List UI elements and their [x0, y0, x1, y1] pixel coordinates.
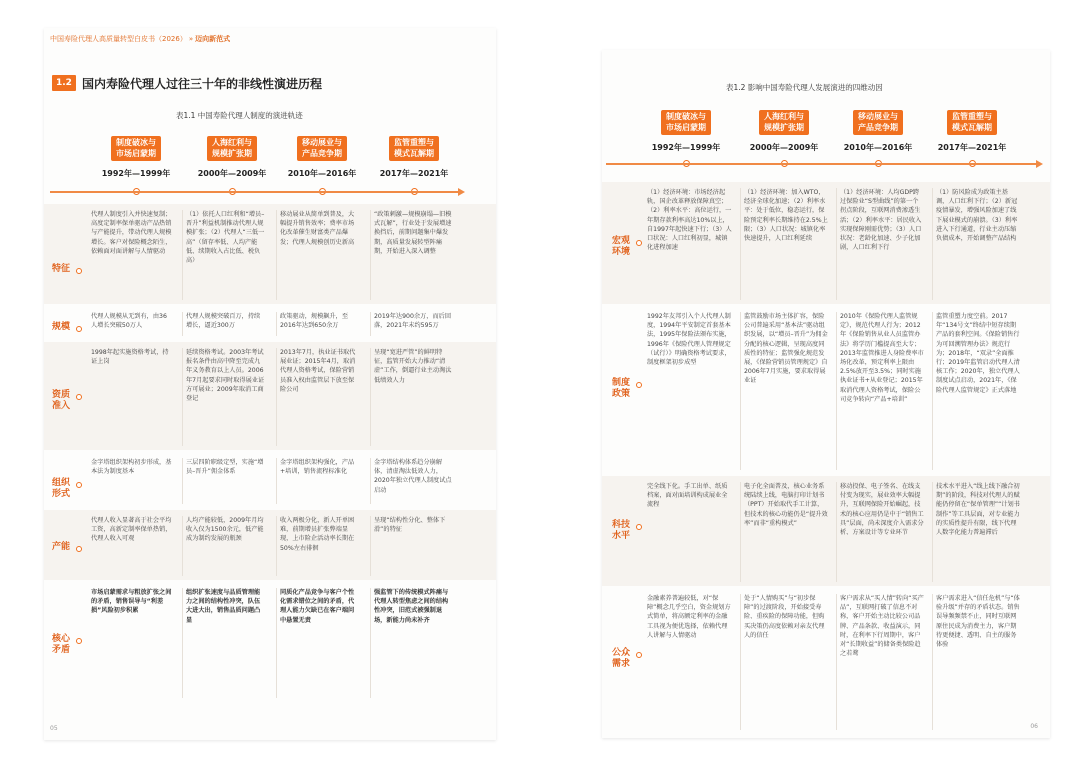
table-cell: 监管重塑力度空前。2017年“134号文”终结中短存续期产品的套利空间。《保险销售行为可回溯管理办法》规范行为；2018年，“双录”全面推行；2019年监管启动代理人清核工作；2020年，独立代理人制度试点启动，2021年，《保险代理人监管规定》正式落地 — [932, 312, 1020, 470]
table-cell: （1）经济环境：加入WTO，经济全球化加速；（2）利率水平：处于低位，稳态运行，保险预定利率长期维持在2.5%上限；（3）人口状况：城镇化率快速提升，人口红利延续 — [740, 188, 828, 300]
table-cell: 代理人规模突破百万，持续增长，逼近300万 — [182, 312, 266, 336]
period-tag-line2: 市场启蒙期 — [116, 148, 156, 158]
row-label: 公众需求 — [611, 648, 630, 669]
row-label: 制度政策 — [611, 378, 630, 399]
table-cell: 延续资格考试。2003年考试报名条件由高中降至完成九年义务教育以上人员。2006年7月起要求同时取得展业证方可展业；2009年取消工商登记 — [182, 348, 266, 446]
period-header — [96, 136, 176, 179]
table-cell: 1998年起实施资格考试，持证上岗 — [91, 349, 169, 366]
right-page — [602, 50, 1050, 738]
period-tag-line1: 人海红利与 — [764, 112, 804, 121]
period-years: 2000年—2009年 — [197, 169, 267, 178]
row-label: 组织形式 — [51, 478, 70, 499]
period-tag — [207, 136, 257, 161]
period-tag-line1: 监管重塑与 — [394, 138, 434, 147]
table-cell: 代理人规模从无到有，由36人增长突破50万人 — [91, 313, 167, 330]
page-number: 06 — [1030, 723, 1038, 730]
row-label: 核心矛盾 — [51, 634, 70, 655]
header-title: 中国寿险代理人高质量转型白皮书（2026） — [50, 35, 187, 43]
table-cell: 2019年达900余万，而后回落，2021年末约595万 — [370, 312, 454, 336]
period-tag-line2: 模式瓦解期 — [952, 122, 992, 132]
period-header — [838, 110, 918, 153]
table-row — [44, 582, 496, 702]
period-tag-line1: 人海红利与 — [212, 138, 252, 147]
period-tag-line1: 制度破冰与 — [116, 138, 156, 147]
table-cell: 三层四阶职级定型，实施“增员–晋升”佣金体系 — [182, 458, 266, 504]
row-marker-icon — [76, 268, 82, 274]
table-cell: 监管鼓励市场主体扩容，保险公司普遍采用“基本法”驱动组织发展，以“增员–晋升”为佣金分配的核心逻辑，呈现高度同质性的特征；监管强化规范发展，《保险营销员管理规定》自2006年7月实施，要求取得展业证 — [740, 312, 828, 470]
row-marker-icon — [76, 546, 82, 552]
table-cell: 同质化产品竞争与客户个性化需求错位之间的矛盾，代理人能力欠缺已在客户端问中悬置无责 — [276, 588, 360, 698]
period-tag-line1: 监管重塑与 — [952, 112, 992, 121]
period-tag-line2: 市场启蒙期 — [666, 122, 706, 132]
row-marker-icon — [636, 382, 642, 388]
table-row — [44, 452, 496, 508]
period-tag — [661, 110, 711, 135]
table-cell: 收入两极分化，新人开单困难，前期增员扩张弊端显现，上市险企活动率长期在50%左右徘徊 — [276, 516, 360, 576]
table-cell: 呈现“宽进严管”的鲜明特征，监管开始大力推动“清虚”工作，倒逼行业主动淘汰低绩效人力 — [370, 348, 454, 446]
header-separator: » — [188, 35, 194, 43]
table-row — [602, 476, 1050, 586]
table-cell: （1）经济环境：市场经济起轨，国企改革释放保障真空；（2）利率水平：高位运行，一年期存款利率高达10%以上，自1997年起快速下行；（3）人口状况：人口红利初显，城镇化进程加速 — [647, 189, 732, 252]
period-years: 1992年—1999年 — [651, 143, 721, 152]
row-label: 宏观环境 — [611, 236, 630, 257]
table-cell: 2013年7月，执业证书取代展业证；2015年4月，取消代理人资格考试，保险营销员准入权由监管层下放至保险公司 — [276, 348, 360, 446]
period-years: 2017年—2021年 — [937, 143, 1007, 152]
period-tag — [853, 110, 903, 135]
table-row — [602, 182, 1050, 304]
row-label: 资质准入 — [51, 390, 70, 411]
table-cell: 金字塔组织架构强化，产品+培训，销售流程标准化 — [276, 458, 360, 504]
left-page — [44, 28, 496, 740]
table-cell: （1）经济环境：人均GDP跨过保险业“S型曲线”的第一个拐点阶段，互联网消费渗透生活；（2）利率水平：居民收入实现保障刚需优势；（3）人口状况：老龄化加速、少子化加剧，人口红利下行 — [836, 188, 924, 300]
table-cell: 移动展业从简单到普及，大幅提升销售效率；费率市场化改革催生财富类产品爆发；代理人规模创历史新高 — [276, 210, 360, 300]
table-cell: 金字塔结构体系趋分崩解体，清虚淘汰低效人力，2020年独立代理人制度试点启动 — [370, 458, 454, 504]
section-number: 1.2 — [52, 75, 76, 91]
table-cell: 呈现“结构性分化、整体下滑”的特征 — [370, 516, 454, 576]
period-tag-line1: 移动展业与 — [302, 138, 342, 147]
table-cell: 强监管下的传统模式阵痛与代理人转型焦虑之间的结构性冲突，旧范式被强制退场，新能力尚未补齐 — [370, 588, 454, 698]
table-row — [602, 588, 1050, 734]
period-header — [744, 110, 824, 153]
table-cell: 处于“人情购买”与“初步保障”的过渡阶段，开始接受寿险、重疾险的保障功能，但购买决策仍高度依赖对亲友代理人的信任 — [740, 594, 828, 730]
period-tag-line1: 移动展业与 — [858, 112, 898, 121]
row-label: 产能 — [51, 542, 70, 552]
row-marker-icon — [76, 326, 82, 332]
period-header — [374, 136, 454, 179]
table-cell: 电子化全面普及，核心业务系统陆续上线，电脑打印计划书（PPT）开始取代手工计算，但技术的核心功能仍是“提升效率”而非“重构模式” — [740, 482, 828, 582]
table-cell: 代理人收入显著高于社会平均工资，高新定制率保单热销，代理人收入可观 — [91, 517, 172, 543]
table-cell: 代理人制度引入并快速复制；高度定制率保单驱动产品热销与产能提升，带动代理人规模增长。客户对保险概念陌生，依赖面对面讲解与人情驱动 — [91, 211, 172, 255]
period-tag — [297, 136, 347, 161]
period-tag-line2: 规模扩张期 — [212, 148, 252, 158]
table-cell: 政策驱动，规模飙升，至2016年达到650余万 — [276, 312, 360, 336]
row-label: 科技水平 — [611, 520, 630, 541]
period-tag — [111, 136, 161, 161]
period-tag-line2: 产品竞争期 — [302, 148, 342, 158]
table-cell: 完全线下化。手工出单、纸质档案，面对面培训构成展业全流程 — [647, 483, 728, 509]
timeline-axis — [606, 163, 1038, 165]
section-title: 国内寿险代理人过往三十年的非线性演进历程 — [81, 76, 322, 91]
table-row — [44, 306, 496, 340]
period-years: 2017年—2021年 — [379, 169, 449, 178]
table-row — [44, 342, 496, 450]
period-header — [646, 110, 726, 153]
table-cell: 金融素养普遍较低，对“保障”概念几乎空白，资金规划方式简单，将高额定利率的金融工具视为便优选择，依赖代理人讲解与人情驱动 — [647, 595, 731, 639]
period-tag — [947, 110, 997, 135]
period-years: 2010年—2016年 — [287, 169, 357, 178]
row-marker-icon — [636, 652, 642, 658]
section-heading — [52, 74, 322, 92]
table-row — [602, 306, 1050, 474]
row-marker-icon — [76, 638, 82, 644]
period-tag — [759, 110, 809, 135]
table-cell: 客户需求进入“信任危机”与“体验升级”并存的矛盾状态。销售误导频频禁不止，同时互联网原住民成为消费主力，客户期待更便捷、透明、自主的服务体验 — [932, 594, 1020, 730]
table-cell: 技术水平进入“线上线下融合初期”的阶段，科技对代理人的赋能仍停留在“保单管理”“计划书制作”等工具层面，对专业能力的实质性提升有限，线下代理人数字化能力普遍滞后 — [932, 482, 1020, 582]
period-header — [282, 136, 362, 179]
table-cell: 移动投保、电子签名、在线支付变为现实，展业效率大幅提升，互联网保险开始崛起，技术的核心应用仍是中于“销售工具”层面，尚未深度介入需求分析、方案设计等专业环节 — [836, 482, 924, 582]
table-cell: 2010年《保险代理人监管规定》，规范代理人行为；2012年《保险销售从业人员监管办法》将学历门槛提高至大专；2013年监管推进人身险费率市场化改革，预定利率上限由2.5%放开至3.5%；同时实施执业证书+从业登记；2015年取消代理人资格考试，保险公司竞争转向“产品+培训” — [836, 312, 924, 470]
period-years: 2010年—2016年 — [843, 143, 913, 152]
table-cell: 金字塔组织架构初步形成，基本法为制度基本 — [91, 459, 172, 476]
timeline-axis — [50, 191, 460, 193]
table-cell: 市场启蒙需求与粗放扩张之间的矛盾，销售误导与“利差损”风险初步积累 — [91, 589, 172, 615]
period-header — [932, 110, 1012, 153]
period-tag-line2: 模式瓦解期 — [394, 148, 434, 158]
table-row — [44, 510, 496, 580]
period-tag-line2: 规模扩张期 — [764, 122, 804, 132]
period-tag-line1: 制度破冰与 — [666, 112, 706, 121]
page-number: 05 — [50, 725, 58, 732]
period-tag-line2: 产品竞争期 — [858, 122, 898, 132]
table-caption: 表1.1 中国寿险代理人制度的演进轨迹 — [176, 111, 303, 120]
table-row — [44, 204, 496, 304]
table-cell: （1）防风险成为政策主基调，人口红利下行；（2）新冠疫情暴发，增强风险加速了线下展业模式的崩溃。（3）利率进入下行通道，行业主动压缩负债成本，开始调整产品结构 — [932, 188, 1020, 300]
table-cell: 组织扩张速度与品质管理能力之间的结构性冲突，队伍大进大出，销售品质问题凸显 — [182, 588, 266, 698]
period-tag — [389, 136, 439, 161]
period-years: 1992年—1999年 — [101, 169, 171, 178]
header-section: 迈向新范式 — [195, 35, 231, 43]
table-cell: “政策刺激—规模崩塌—旧模式瓦解”，行业处于发展增速换挡后，前期问题集中爆发期，高质量发展转型阵痛期，开始进入深入调整 — [370, 210, 454, 300]
row-label: 规模 — [51, 322, 70, 332]
table-caption: 表1.2 影响中国寿险代理人发展演进的四维动因 — [726, 83, 883, 92]
table-cell: 人均产能较低，2009年月均收入仅为1500余元，低产能成为制约发展的瓶颈 — [182, 516, 266, 576]
row-marker-icon — [76, 482, 82, 488]
row-marker-icon — [76, 394, 82, 400]
table-cell: （1）依托人口红利和“增员–晋升”利益机制推动代理人规模扩张；（2）代理人“三低一高”（留存率低、人均产能低、续期收入占比低、税负高） — [182, 210, 266, 300]
row-marker-icon — [636, 240, 642, 246]
row-marker-icon — [636, 524, 642, 530]
row-label: 特征 — [51, 264, 70, 274]
period-years: 2000年—2009年 — [749, 143, 819, 152]
period-header — [192, 136, 272, 179]
table-cell: 1992年友邦引入个人代理人制度，1994年平安制定首套基本法，1995年保险法颁布实施，1996年《保险代理人管理规定（试行）》明确资格考试要求，制度框架初步成型 — [647, 313, 731, 367]
timeline-arrow-icon — [1036, 160, 1043, 168]
running-header — [50, 34, 230, 44]
table-cell: 客户需求从“买人情”转向“买产品”，互联网打破了信息不对称，客户开始主动比较公司品牌、产品条款、收益演示，同时，在利率下行周期中，客户对“长期收益”的储备类保险趋之若鹜 — [836, 594, 924, 730]
timeline-arrow-icon — [458, 188, 465, 196]
